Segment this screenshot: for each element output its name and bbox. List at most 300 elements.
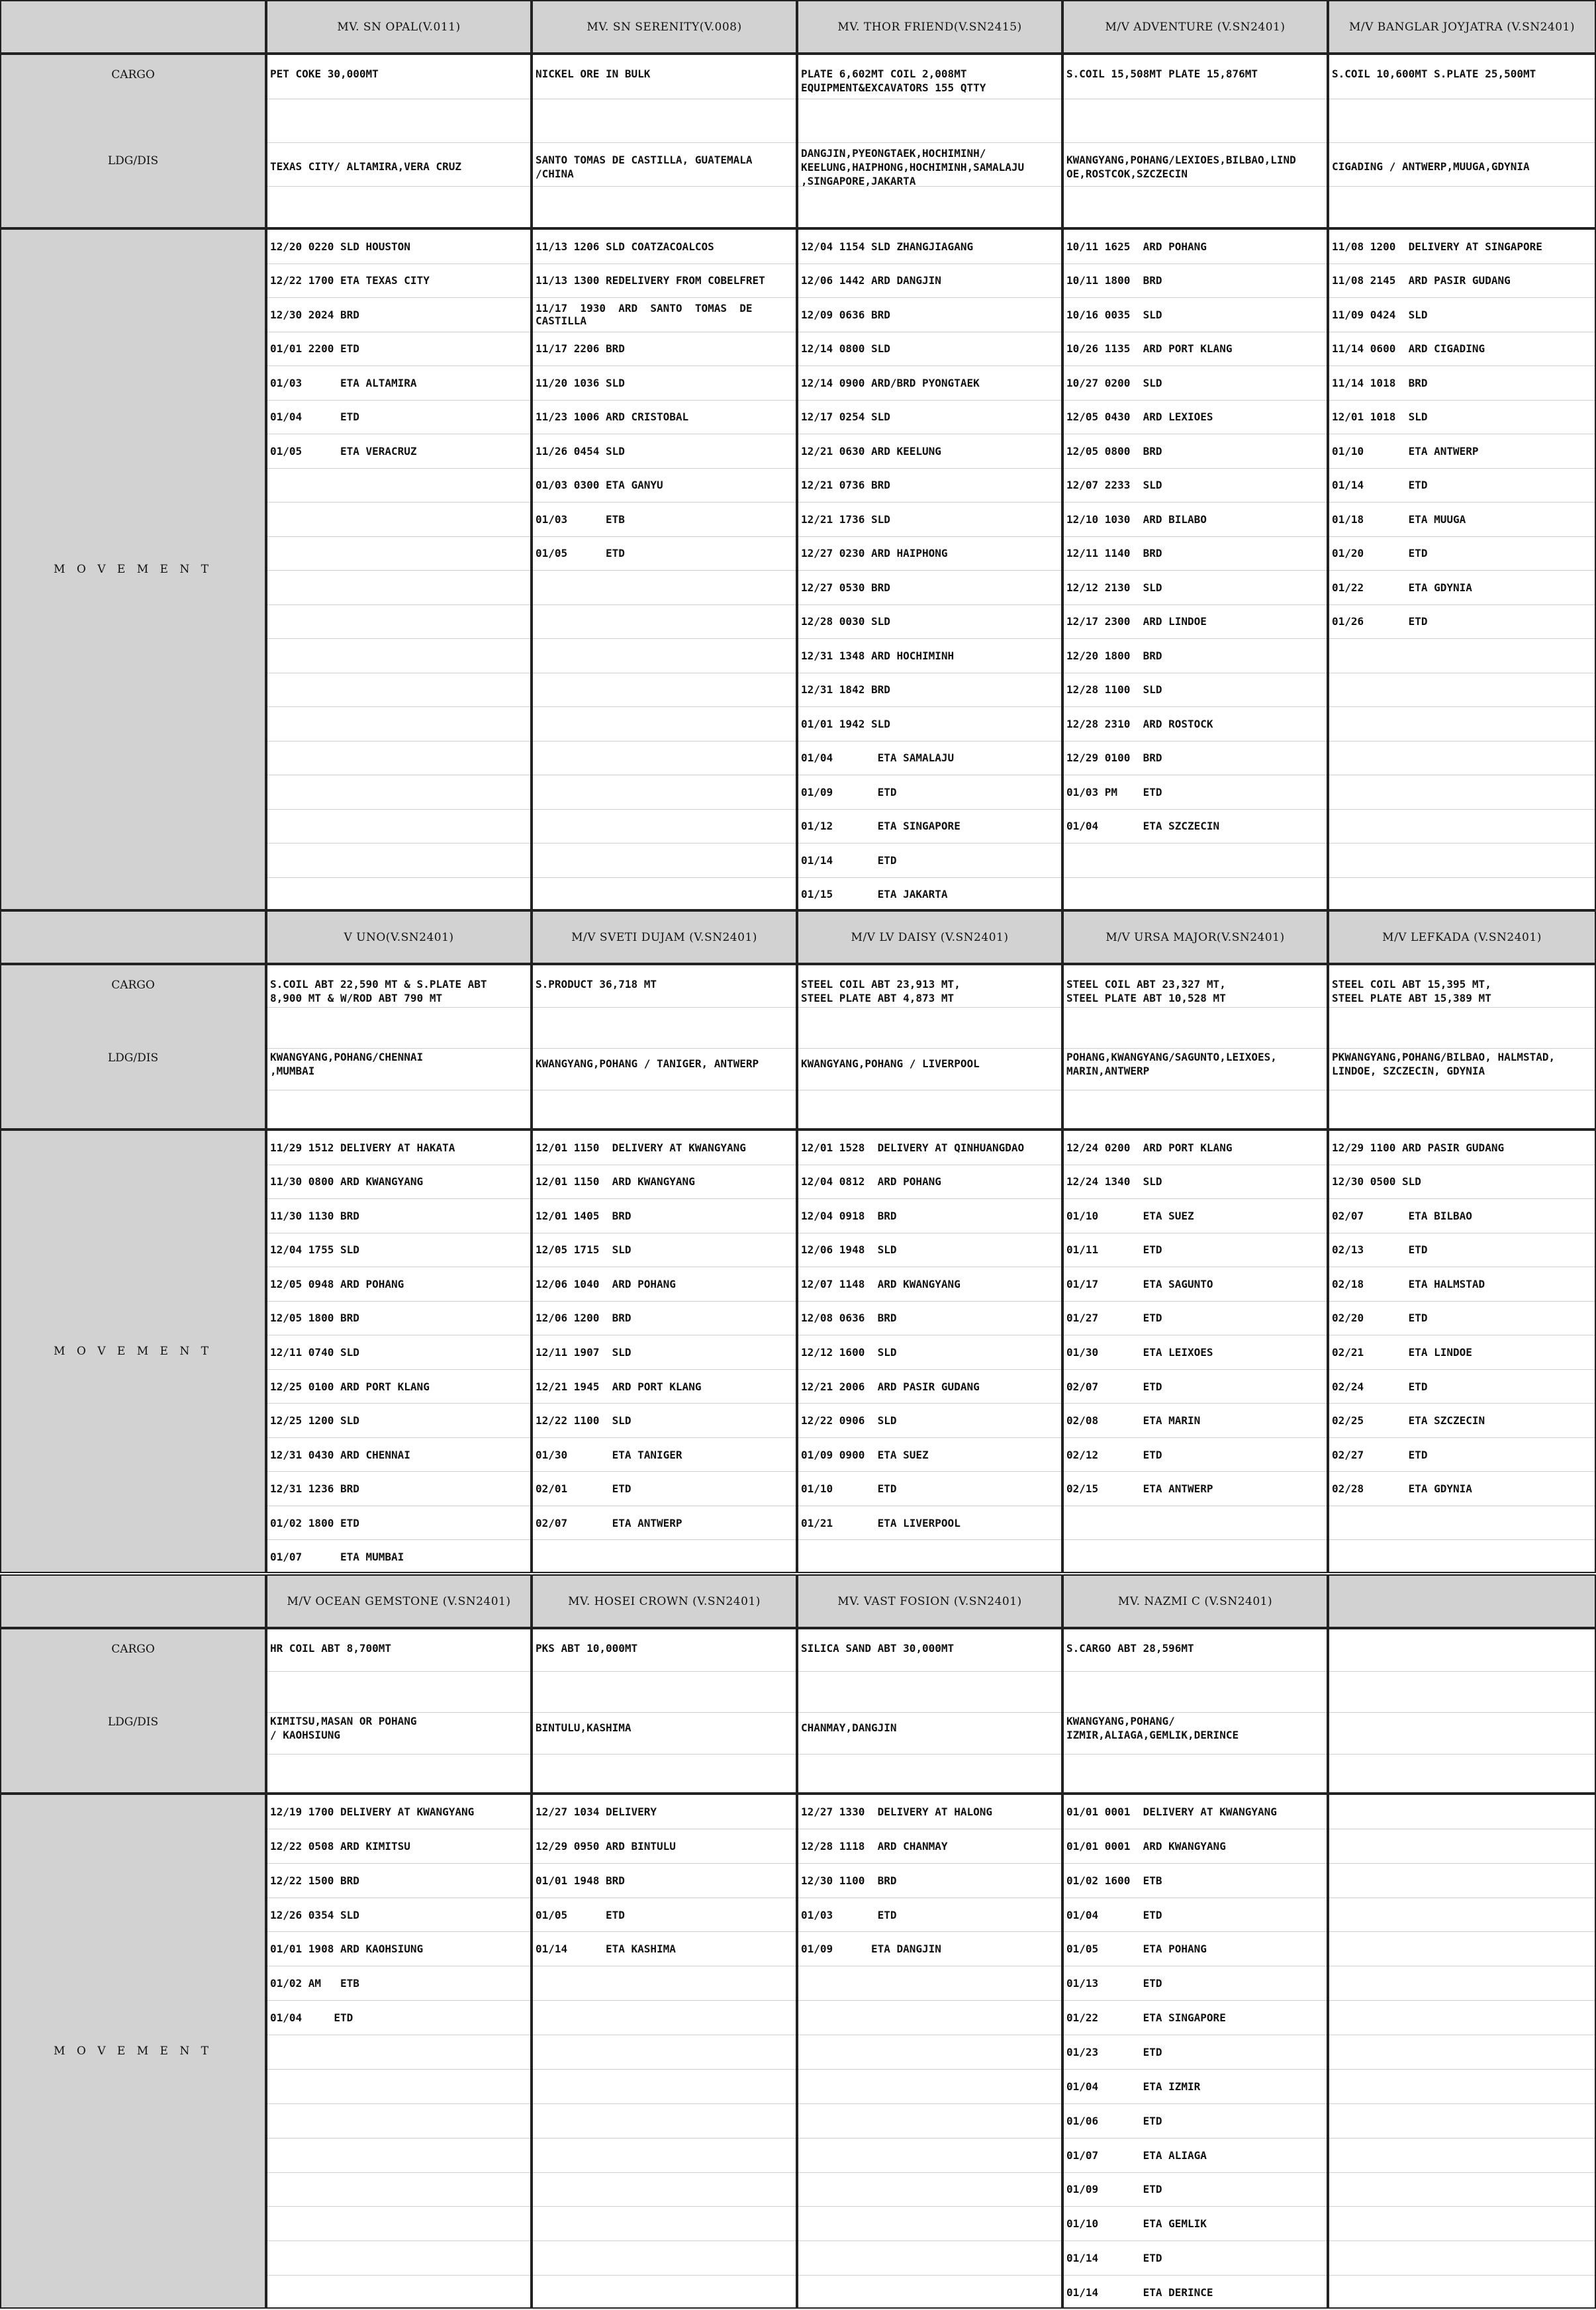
movement-row: 11/13 1206 SLD COATZACOALCOS xyxy=(533,230,796,264)
grid-line xyxy=(798,1007,1061,1008)
grid-line xyxy=(533,186,796,187)
ldg-dis-value: KWANGYANG,POHANG/CHENNAI ,MUMBAI xyxy=(270,1051,424,1077)
movement-row: 10/11 1625 ARD POHANG xyxy=(1064,230,1327,264)
movement-row: 01/05 ETA VERACRUZ xyxy=(267,434,530,469)
movement-section xyxy=(267,228,530,910)
grid-line xyxy=(1064,1754,1327,1755)
movement-row: 11/14 0600 ARD CIGADING xyxy=(1329,332,1595,367)
movement-section xyxy=(267,1794,530,2309)
grid-line xyxy=(1329,1712,1595,1713)
movement-row xyxy=(267,2070,530,2104)
movement-row: 12/31 1236 BRD xyxy=(267,1472,530,1506)
vessel-column xyxy=(1062,964,1328,1573)
movement-row: 01/30 ETA TANIGER xyxy=(533,1438,796,1472)
movement-row: 01/18 ETA MUUGA xyxy=(1329,503,1595,537)
movement-row: 11/20 1036 SLD xyxy=(533,366,796,401)
movement-row xyxy=(1329,2276,1595,2310)
movement-row xyxy=(1329,2070,1595,2104)
cargo-section xyxy=(798,964,1061,1130)
movement-row xyxy=(1329,1898,1595,1933)
movement-row: 12/12 2130 SLD xyxy=(1064,571,1327,605)
grid-line xyxy=(267,1007,530,1008)
header-corner xyxy=(0,1574,266,1628)
movement-row xyxy=(1329,2035,1595,2070)
label-cargo-section xyxy=(0,1628,266,1794)
movement-row: 01/09 ETD xyxy=(798,775,1061,810)
movement-row xyxy=(267,707,530,742)
label-ldg-dis: LDG/DIS xyxy=(107,154,159,168)
movement-row xyxy=(267,2241,530,2276)
vessel-column xyxy=(532,54,797,910)
movement-row: 11/26 0454 SLD xyxy=(533,434,796,469)
movement-row xyxy=(1064,878,1327,912)
movement-row: 01/10 ETA ANTWERP xyxy=(1329,434,1595,469)
grid-line xyxy=(798,1754,1061,1755)
movement-row: 01/21 ETA LIVERPOOL xyxy=(798,1506,1061,1541)
grid-line xyxy=(533,1048,796,1049)
movement-row: 12/05 1715 SLD xyxy=(533,1233,796,1268)
movement-row: 01/14 ETD xyxy=(1329,469,1595,503)
movement-row: 12/05 1800 BRD xyxy=(267,1302,530,1336)
movement-row: 01/06 ETD xyxy=(1064,2104,1327,2139)
grid-line xyxy=(267,142,530,143)
movement-row xyxy=(267,2173,530,2207)
ldg-dis-value: SANTO TOMAS DE CASTILLA, GUATEMALA /CHINA xyxy=(536,154,753,180)
movement-row xyxy=(1329,1829,1595,1864)
grid-line xyxy=(798,1712,1061,1713)
movement-row: 12/22 1500 BRD xyxy=(267,1864,530,1898)
movement-row: 12/01 1528 DELIVERY AT QINHUANGDAO xyxy=(798,1131,1061,1165)
movement-row: 01/03 ETD xyxy=(798,1898,1061,1933)
movement-row: 01/04 ETA SZCZECIN xyxy=(1064,810,1327,844)
ldg-dis-value: KIMITSU,MASAN OR POHANG / KAOHSIUNG xyxy=(270,1715,417,1741)
movement-row: 12/29 1100 ARD PASIR GUDANG xyxy=(1329,1131,1595,1165)
grid-line xyxy=(533,1671,796,1672)
movement-row: 01/02 AM ETB xyxy=(267,1966,530,2001)
vessel-name-header: M/V LV DAISY (V.SN2401) xyxy=(797,910,1062,964)
movement-row: 01/20 ETD xyxy=(1329,537,1595,571)
grid-line xyxy=(533,1007,796,1008)
vessel-column xyxy=(1328,54,1596,910)
movement-row xyxy=(798,2070,1061,2104)
header-corner xyxy=(0,910,266,964)
movement-row: 12/21 2006 ARD PASIR GUDANG xyxy=(798,1370,1061,1404)
movement-row xyxy=(533,742,796,776)
movement-row: 12/31 1348 ARD HOCHIMINH xyxy=(798,639,1061,673)
movement-row: 01/11 ETD xyxy=(1064,1233,1327,1268)
movement-row: 12/06 1442 ARD DANGJIN xyxy=(798,264,1061,299)
cargo-section xyxy=(1329,54,1595,228)
movement-row xyxy=(1329,810,1595,844)
header-corner xyxy=(0,0,266,54)
vessel-column xyxy=(797,1628,1062,2309)
movement-row xyxy=(267,469,530,503)
movement-row xyxy=(1329,639,1595,673)
movement-row xyxy=(267,878,530,912)
movement-row: 12/27 0530 BRD xyxy=(798,571,1061,605)
movement-section xyxy=(1064,1794,1327,2309)
movement-row xyxy=(798,1540,1061,1574)
movement-row: 01/04 ETA SAMALAJU xyxy=(798,742,1061,776)
grid-line xyxy=(267,1712,530,1713)
movement-row: 01/15 ETA JAKARTA xyxy=(798,878,1061,912)
movement-row: 12/29 0950 ARD BINTULU xyxy=(533,1829,796,1864)
vessel-name-header: MV. VAST FOSION (V.SN2401) xyxy=(797,1574,1062,1628)
movement-row xyxy=(533,2070,796,2104)
movement-row: 12/05 0800 BRD xyxy=(1064,434,1327,469)
cargo-value: PKS ABT 10,000MT xyxy=(536,1642,638,1655)
vessel-column xyxy=(797,964,1062,1573)
movement-row: 01/09 ETA DANGJIN xyxy=(798,1932,1061,1966)
label-movement: M O V E M E N T xyxy=(0,1794,266,2309)
cargo-value: SILICA SAND ABT 30,000MT xyxy=(801,1642,955,1655)
movement-row: 01/04 ETD xyxy=(1064,1898,1327,1933)
movement-row: 01/05 ETD xyxy=(533,537,796,571)
movement-row: 12/08 0636 BRD xyxy=(798,1302,1061,1336)
movement-row xyxy=(267,775,530,810)
grid-line xyxy=(1329,1671,1595,1672)
movement-row xyxy=(533,2104,796,2139)
movement-row: 01/03 ETA ALTAMIRA xyxy=(267,366,530,401)
movement-row xyxy=(1329,2241,1595,2276)
movement-row: 01/03 PM ETD xyxy=(1064,775,1327,810)
movement-row xyxy=(533,1966,796,2001)
label-ldg-dis: LDG/DIS xyxy=(107,1715,159,1729)
movement-row: 01/05 ETA POHANG xyxy=(1064,1932,1327,1966)
vessel-name-header: M/V SVETI DUJAM (V.SN2401) xyxy=(532,910,797,964)
movement-row: 12/31 0430 ARD CHENNAI xyxy=(267,1438,530,1472)
movement-row: 11/23 1006 ARD CRISTOBAL xyxy=(533,401,796,435)
movement-row: 11/13 1300 REDELIVERY FROM COBELFRET xyxy=(533,264,796,299)
cargo-value: PLATE 6,602MT COIL 2,008MT EQUIPMENT&EXCAVATORS 155 QTTY xyxy=(801,68,986,94)
grid-line xyxy=(267,1754,530,1755)
movement-row: 01/02 1800 ETD xyxy=(267,1506,530,1541)
movement-row: 12/28 1100 SLD xyxy=(1064,673,1327,708)
movement-row xyxy=(267,2139,530,2173)
grid-line xyxy=(533,142,796,143)
movement-row: 02/12 ETD xyxy=(1064,1438,1327,1472)
grid-line xyxy=(1329,1754,1595,1755)
movement-row xyxy=(1329,673,1595,708)
cargo-section xyxy=(533,1628,796,1794)
movement-row: 12/28 2310 ARD ROSTOCK xyxy=(1064,707,1327,742)
cargo-section xyxy=(267,1628,530,1794)
movement-row: 01/22 ETA GDYNIA xyxy=(1329,571,1595,605)
movement-row xyxy=(533,2207,796,2241)
cargo-section xyxy=(267,964,530,1130)
movement-row xyxy=(798,2207,1061,2241)
movement-row: 12/14 0900 ARD/BRD PYONGTAEK xyxy=(798,366,1061,401)
movement-row: 12/10 1030 ARD BILABO xyxy=(1064,503,1327,537)
movement-row: 12/07 1148 ARD KWANGYANG xyxy=(798,1267,1061,1302)
label-movement: M O V E M E N T xyxy=(0,1130,266,1573)
movement-row: 02/28 ETA GDYNIA xyxy=(1329,1472,1595,1506)
movement-row: 12/28 1118 ARD CHANMAY xyxy=(798,1829,1061,1864)
label-ldg-dis: LDG/DIS xyxy=(107,1051,159,1065)
cargo-section xyxy=(1329,964,1595,1130)
movement-row xyxy=(1329,2001,1595,2035)
movement-row: 12/22 0508 ARD KIMITSU xyxy=(267,1829,530,1864)
movement-row: 12/06 1948 SLD xyxy=(798,1233,1061,1268)
movement-row: 12/27 1330 DELIVERY AT HALONG xyxy=(798,1795,1061,1829)
movement-row xyxy=(533,2241,796,2276)
movement-section xyxy=(533,1130,796,1573)
movement-row: 12/17 2300 ARD LINDOE xyxy=(1064,605,1327,640)
vessel-column xyxy=(1328,1628,1596,2309)
movement-row: 02/27 ETD xyxy=(1329,1438,1595,1472)
movement-row: 01/01 1948 BRD xyxy=(533,1864,796,1898)
ldg-dis-value: PKWANGYANG,POHANG/BILBAO, HALMSTAD, LINDOE, SZCZECIN, GDYNIA xyxy=(1332,1051,1556,1077)
movement-row: 02/21 ETA LINDOE xyxy=(1329,1335,1595,1370)
movement-row: 01/26 ETD xyxy=(1329,605,1595,640)
movement-row: 01/03 0300 ETA GANYU xyxy=(533,469,796,503)
grid-line xyxy=(1329,186,1595,187)
cargo-value: STEEL COIL ABT 23,327 MT, STEEL PLATE ABT 10,528 MT xyxy=(1066,978,1226,1004)
vessel-column xyxy=(532,1628,797,2309)
vessel-name-header: MV. NAZMI C (V.SN2401) xyxy=(1062,1574,1328,1628)
cargo-value: HR COIL ABT 8,700MT xyxy=(270,1642,392,1655)
ldg-dis-value: CHANMAY,DANGJIN xyxy=(801,1721,897,1734)
vessel-name-header: M/V ADVENTURE (V.SN2401) xyxy=(1062,0,1328,54)
movement-row: 02/07 ETA ANTWERP xyxy=(533,1506,796,1541)
movement-row: 12/20 0220 SLD HOUSTON xyxy=(267,230,530,264)
movement-row: 01/03 ETB xyxy=(533,503,796,537)
movement-row: 10/26 1135 ARD PORT KLANG xyxy=(1064,332,1327,367)
movement-row xyxy=(798,2173,1061,2207)
movement-row: 11/30 0800 ARD KWANGYANG xyxy=(267,1165,530,1200)
movement-row: 10/11 1800 BRD xyxy=(1064,264,1327,299)
movement-section xyxy=(798,1130,1061,1573)
movement-row: 12/07 2233 SLD xyxy=(1064,469,1327,503)
movement-row: 02/18 ETA HALMSTAD xyxy=(1329,1267,1595,1302)
movement-row xyxy=(267,571,530,605)
movement-row: 11/17 2206 BRD xyxy=(533,332,796,367)
movement-row: 12/11 1907 SLD xyxy=(533,1335,796,1370)
movement-row: 12/09 0636 BRD xyxy=(798,298,1061,332)
grid-line xyxy=(267,1671,530,1672)
movement-row: 02/15 ETA ANTWERP xyxy=(1064,1472,1327,1506)
movement-row xyxy=(533,810,796,844)
movement-row: 02/01 ETD xyxy=(533,1472,796,1506)
movement-row: 12/30 2024 BRD xyxy=(267,298,530,332)
movement-row: 02/25 ETA SZCZECIN xyxy=(1329,1404,1595,1438)
movement-row xyxy=(1329,2139,1595,2173)
grid-line xyxy=(1329,1007,1595,1008)
movement-row xyxy=(267,639,530,673)
movement-row xyxy=(267,605,530,640)
movement-row: 12/14 0800 SLD xyxy=(798,332,1061,367)
movement-row: 01/13 ETD xyxy=(1064,1966,1327,2001)
movement-row: 12/27 0230 ARD HAIPHONG xyxy=(798,537,1061,571)
movement-row: 10/16 0035 SLD xyxy=(1064,298,1327,332)
vessel-column xyxy=(1328,964,1596,1573)
movement-row xyxy=(1329,1864,1595,1898)
cargo-section xyxy=(1064,964,1327,1130)
vessel-column xyxy=(1062,54,1328,910)
movement-row: 12/05 0430 ARD LEXIOES xyxy=(1064,401,1327,435)
movement-row: 12/11 0740 SLD xyxy=(267,1335,530,1370)
movement-row xyxy=(533,673,796,708)
vessel-name-header: M/V URSA MAJOR(V.SN2401) xyxy=(1062,910,1328,964)
vessel-name-header: MV. THOR FRIEND(V.SN2415) xyxy=(797,0,1062,54)
movement-row xyxy=(267,537,530,571)
movement-row: 11/29 1512 DELIVERY AT HAKATA xyxy=(267,1131,530,1165)
vessel-column xyxy=(266,964,532,1573)
movement-row xyxy=(1329,1540,1595,1574)
movement-row xyxy=(267,673,530,708)
cargo-value: S.COIL 15,508MT PLATE 15,876MT xyxy=(1066,68,1258,80)
movement-row: 12/30 0500 SLD xyxy=(1329,1165,1595,1200)
movement-row: 11/08 1200 DELIVERY AT SINGAPORE xyxy=(1329,230,1595,264)
movement-row xyxy=(1329,707,1595,742)
movement-row: 12/11 1140 BRD xyxy=(1064,537,1327,571)
movement-row: 01/14 ETA KASHIMA xyxy=(533,1932,796,1966)
grid-line xyxy=(1064,1671,1327,1672)
movement-row: 01/17 ETA SAGUNTO xyxy=(1064,1267,1327,1302)
movement-row: 01/14 ETD xyxy=(1064,2241,1327,2276)
movement-row: 11/09 0424 SLD xyxy=(1329,298,1595,332)
movement-row: 11/08 2145 ARD PASIR GUDANG xyxy=(1329,264,1595,299)
movement-section xyxy=(1064,1130,1327,1573)
movement-row xyxy=(1064,843,1327,878)
grid-line xyxy=(1064,142,1327,143)
movement-row xyxy=(798,2139,1061,2173)
vessel-name-header: M/V BANGLAR JOYJATRA (V.SN2401) xyxy=(1328,0,1596,54)
movement-row xyxy=(1329,1506,1595,1541)
movement-row: 01/23 ETD xyxy=(1064,2035,1327,2070)
vessel-column xyxy=(266,54,532,910)
movement-row: 02/24 ETD xyxy=(1329,1370,1595,1404)
movement-row: 12/29 0100 BRD xyxy=(1064,742,1327,776)
movement-row xyxy=(533,843,796,878)
movement-row: 01/14 ETA DERINCE xyxy=(1064,2276,1327,2310)
movement-row: 01/27 ETD xyxy=(1064,1302,1327,1336)
movement-row: 12/21 0736 BRD xyxy=(798,469,1061,503)
ldg-dis-value: CIGADING / ANTWERP,MUUGA,GDYNIA xyxy=(1332,160,1530,173)
cargo-value: S.COIL ABT 22,590 MT & S.PLATE ABT 8,900 MT & W/ROD ABT 790 MT xyxy=(270,978,487,1004)
vessel-column xyxy=(532,964,797,1573)
movement-row: 12/28 0030 SLD xyxy=(798,605,1061,640)
grid-line xyxy=(1064,1048,1327,1049)
movement-section xyxy=(798,228,1061,910)
label-cargo: CARGO xyxy=(111,68,155,81)
cargo-section xyxy=(533,964,796,1130)
movement-row: 01/07 ETA ALIAGA xyxy=(1064,2139,1327,2173)
movement-row xyxy=(798,2276,1061,2310)
movement-row xyxy=(1329,2207,1595,2241)
cargo-section xyxy=(533,54,796,228)
grid-line xyxy=(798,1671,1061,1672)
movement-row: 11/30 1130 BRD xyxy=(267,1199,530,1233)
movement-row xyxy=(533,2035,796,2070)
vessel-name-header: MV. SN SERENITY(V.008) xyxy=(532,0,797,54)
movement-row: 12/22 1100 SLD xyxy=(533,1404,796,1438)
movement-row xyxy=(1329,1932,1595,1966)
cargo-value: S.COIL 10,600MT S.PLATE 25,500MT xyxy=(1332,68,1536,80)
movement-row xyxy=(267,843,530,878)
movement-row: 01/09 0900 ETA SUEZ xyxy=(798,1438,1061,1472)
cargo-section xyxy=(798,1628,1061,1794)
movement-row: 02/20 ETD xyxy=(1329,1302,1595,1336)
movement-row xyxy=(798,2001,1061,2035)
movement-row xyxy=(798,2104,1061,2139)
movement-row: 12/04 0812 ARD POHANG xyxy=(798,1165,1061,1200)
vessel-name-header: M/V LEFKADA (V.SN2401) xyxy=(1328,910,1596,964)
movement-row: 12/21 0630 ARD KEELUNG xyxy=(798,434,1061,469)
grid-line xyxy=(1064,186,1327,187)
movement-row xyxy=(1329,843,1595,878)
movement-row xyxy=(1064,1506,1327,1541)
movement-row: 12/04 1154 SLD ZHANGJIAGANG xyxy=(798,230,1061,264)
vessel-name-header: MV. HOSEI CROWN (V.SN2401) xyxy=(532,1574,797,1628)
ldg-dis-value: DANGJIN,PYEONGTAEK,HOCHIMINH/ KEELUNG,HAIPHONG,HOCHIMINH,SAMALAJU ,SINGAPORE,JAKARTA xyxy=(801,147,1025,187)
vessel-name-header: MV. SN OPAL(V.011) xyxy=(266,0,532,54)
movement-row xyxy=(533,1540,796,1574)
cargo-section xyxy=(1064,1628,1327,1794)
movement-row: 01/07 ETA MUMBAI xyxy=(267,1540,530,1574)
ldg-dis-value: POHANG,KWANGYANG/SAGUNTO,LEIXOES, MARIN,ANTWERP xyxy=(1066,1051,1277,1077)
movement-row: 10/27 0200 SLD xyxy=(1064,366,1327,401)
movement-row xyxy=(1064,1540,1327,1574)
movement-section xyxy=(533,1794,796,2309)
movement-row xyxy=(533,639,796,673)
vessel-name-header xyxy=(1328,1574,1596,1628)
movement-row xyxy=(267,742,530,776)
vessel-column xyxy=(797,54,1062,910)
cargo-value: S.PRODUCT 36,718 MT xyxy=(536,978,657,990)
movement-row: 12/24 1340 SLD xyxy=(1064,1165,1327,1200)
movement-row: 12/06 1040 ARD POHANG xyxy=(533,1267,796,1302)
movement-row xyxy=(1329,2104,1595,2139)
movement-row: 12/25 0100 ARD PORT KLANG xyxy=(267,1370,530,1404)
movement-row xyxy=(533,2001,796,2035)
movement-row: 12/01 1150 DELIVERY AT KWANGYANG xyxy=(533,1131,796,1165)
movement-section xyxy=(1329,228,1595,910)
movement-row xyxy=(798,2035,1061,2070)
movement-row: 01/01 0001 DELIVERY AT KWANGYANG xyxy=(1064,1795,1327,1829)
movement-row xyxy=(798,2241,1061,2276)
movement-section xyxy=(533,228,796,910)
ldg-dis-value: TEXAS CITY/ ALTAMIRA,VERA CRUZ xyxy=(270,160,461,173)
movement-row xyxy=(533,2276,796,2310)
movement-row: 01/09 ETD xyxy=(1064,2173,1327,2207)
cargo-value: PET COKE 30,000MT xyxy=(270,68,379,80)
movement-row: 12/01 1150 ARD KWANGYANG xyxy=(533,1165,796,1200)
label-cargo: CARGO xyxy=(111,1643,155,1656)
vessel-block xyxy=(0,910,1596,1573)
grid-line xyxy=(1064,1007,1327,1008)
movement-row xyxy=(1329,775,1595,810)
movement-row: 12/31 1842 BRD xyxy=(798,673,1061,708)
movement-row xyxy=(267,2207,530,2241)
movement-section xyxy=(1329,1794,1595,2309)
movement-row xyxy=(1329,742,1595,776)
movement-section xyxy=(1329,1130,1595,1573)
movement-row: 02/07 ETA BILBAO xyxy=(1329,1199,1595,1233)
ldg-dis-value: KWANGYANG,POHANG / TANIGER, ANTWERP xyxy=(536,1057,759,1070)
vessel-block xyxy=(0,0,1596,910)
movement-row: 01/04 ETA IZMIR xyxy=(1064,2070,1327,2104)
movement-row: 12/06 1200 BRD xyxy=(533,1302,796,1336)
movement-row: 12/20 1800 BRD xyxy=(1064,639,1327,673)
movement-row: 12/01 1018 SLD xyxy=(1329,401,1595,435)
vessel-block xyxy=(0,1574,1596,2309)
cargo-value: STEEL COIL ABT 15,395 MT, STEEL PLATE ABT 15,389 MT xyxy=(1332,978,1491,1004)
grid-line xyxy=(1064,1712,1327,1713)
movement-row: 02/07 ETD xyxy=(1064,1370,1327,1404)
movement-row: 11/14 1018 BRD xyxy=(1329,366,1595,401)
movement-row: 12/25 1200 SLD xyxy=(267,1404,530,1438)
